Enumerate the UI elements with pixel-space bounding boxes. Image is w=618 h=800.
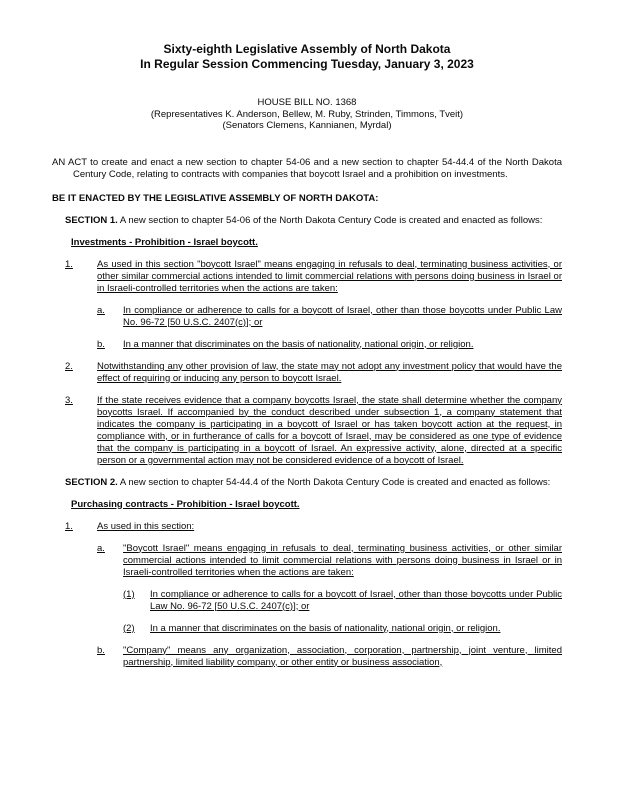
item-marker: 3.: [65, 394, 73, 406]
bill-item: [52, 339, 562, 351]
item-text: As used in this section "boycott Israel" means engaging in refusals to deal, terminating business activities, or other similar commercial actions intended to limit commercial relations with persons doing business in Israel or in Israeli-controlled territories when the actions are taken:: [97, 258, 562, 294]
session-title: In Regular Session Commencing Tuesday, January 3, 2023: [140, 57, 474, 71]
item-marker: a.: [97, 542, 105, 554]
section-intro: SECTION 1. A new section to chapter 54-06 of the North Dakota Century Code is created and enacted as follows:: [65, 214, 543, 226]
bill-item: [52, 589, 562, 613]
item-marker: 1.: [65, 258, 73, 270]
item-text: As used in this section:: [97, 520, 195, 532]
bill-item: [52, 645, 562, 669]
bill-item: [52, 623, 562, 635]
item-text: In compliance or adherence to calls for a boycott of Israel, other than those boycotts under Public Law No. 96-72 [50 U.S.C. 2407(c)]; or: [150, 588, 562, 612]
item-text: In compliance or adherence to calls for a boycott of Israel, other than those boycotts under Public Law No. 96-72 [50 U.S.C. 2407(c)]; or: [123, 304, 562, 328]
item-text: In a manner that discriminates on the basis of nationality, national origin, or religion.: [123, 338, 474, 350]
enacting-clause: BE IT ENACTED BY THE LEGISLATIVE ASSEMBLY OF NORTH DAKOTA:: [52, 192, 379, 204]
bill-item: [52, 543, 562, 579]
senate-sponsors: (Senators Clemens, Kannianen, Myrdal): [222, 120, 392, 131]
page-title: [52, 42, 562, 72]
bill-item: [52, 361, 562, 385]
bill-item: [52, 395, 562, 467]
act-clause: AN ACT to create and enact a new section to chapter 54-06 and a new section to chapter 54-44.4 of the North Dakota Century Code, relating to contracts with companies that boycott Israel and a prohibition on investments.: [52, 156, 562, 180]
bill-body: [52, 215, 562, 669]
item-text: "Boycott Israel" means engaging in refusals to deal, terminating business activities, or other similar commercial actions intended to limit commercial relations with persons doing business in Israel or in Israeli-controlled territories when the actions are taken:: [123, 542, 562, 578]
bill-item: [52, 259, 562, 295]
assembly-title: Sixty-eighth Legislative Assembly of North Dakota: [163, 42, 451, 56]
bill-heading-block: [52, 97, 562, 132]
statute-heading: Investments - Prohibition - Israel boycott.: [71, 236, 258, 248]
bill-item: [52, 521, 562, 533]
bill-number: HOUSE BILL NO. 1368: [257, 97, 357, 108]
item-text: Notwithstanding any other provision of law, the state may not adopt any investment policy that would have the effect of requiring or inducing any person to boycott Israel.: [97, 360, 562, 384]
bill-item: [52, 305, 562, 329]
item-marker: b.: [97, 338, 105, 350]
item-marker: 1.: [65, 520, 73, 532]
house-sponsors: (Representatives K. Anderson, Bellew, M. Ruby, Strinden, Timmons, Tveit): [150, 108, 464, 120]
item-marker: (2): [123, 622, 135, 634]
section-label: SECTION 2.: [65, 476, 118, 488]
item-text: "Company" means any organization, association, corporation, partnership, joint venture, limited partnership, limited liability company, or other entity or business association,: [123, 644, 562, 668]
section-intro: SECTION 2. A new section to chapter 54-44.4 of the North Dakota Century Code is created and enacted as follows:: [65, 476, 551, 488]
item-marker: b.: [97, 644, 105, 656]
item-text: If the state receives evidence that a company boycotts Israel, the state shall determine whether the company boycotts Israel. If accompanied by the conduct described under subsection 1, a company statement that indicates the company is participating in a boycott of Israel or has taken boycott action at the request, in compliance with, or in furtherance of calls for a boycott of Israel, may be considered as one type of evidence that the company is participating in a boycott of Israel. An expressive activity, alone, directed at a specific person or a governmental action may not be considered evidence of a boycott of Israel.: [97, 394, 562, 466]
item-text: In a manner that discriminates on the basis of nationality, national origin, or religion.: [150, 622, 501, 634]
item-marker: (1): [123, 588, 135, 600]
section-label: SECTION 1.: [65, 214, 118, 226]
statute-heading: Purchasing contracts - Prohibition - Israel boycott.: [71, 498, 300, 510]
item-marker: a.: [97, 304, 105, 316]
item-marker: 2.: [65, 360, 73, 372]
